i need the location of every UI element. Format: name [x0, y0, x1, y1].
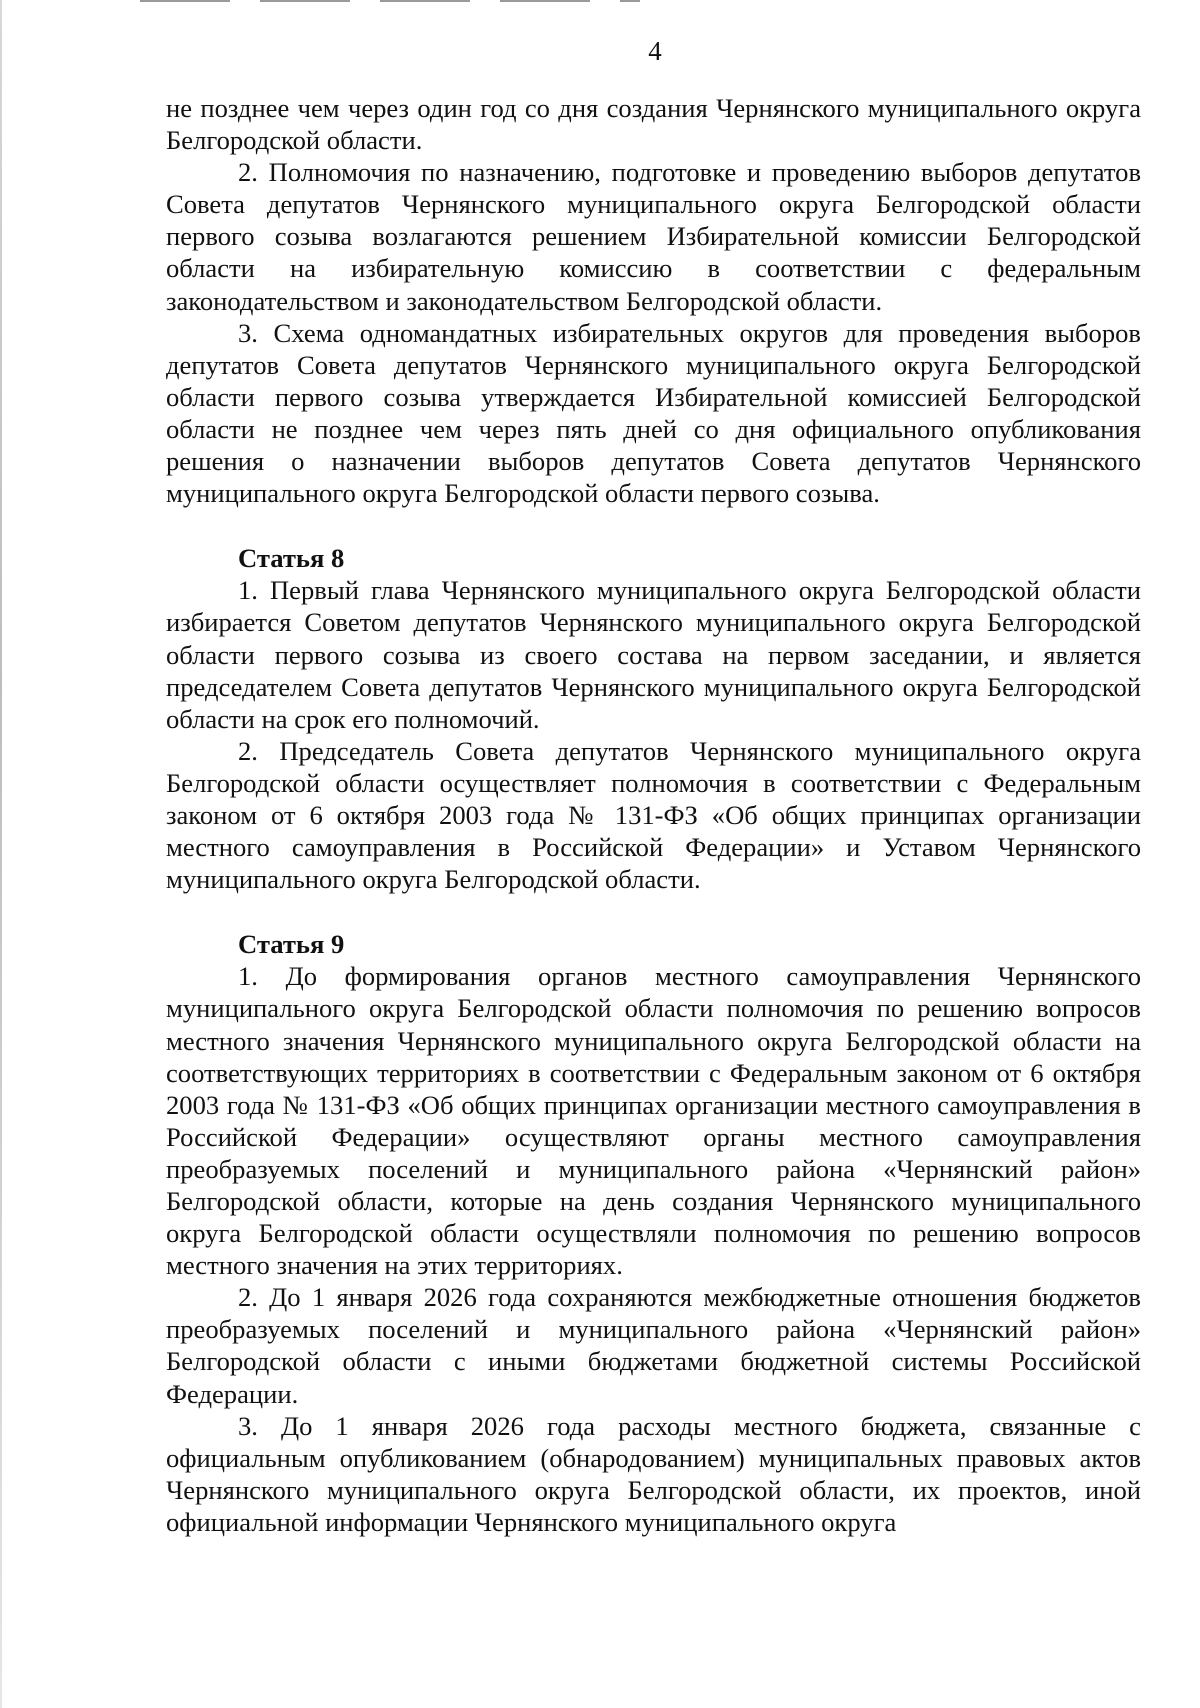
article-8-paragraph-2: 2. Председатель Совета депутатов Чернянского муниципального округа Белгородской области осуществляет полномочия в соответствии с Федеральным законом от 6 октября 2003 года № 131-ФЗ «Об общих принципах организации местного самоуправления в Российской Федерации» и Уставом Чернянского муниципального округа Белгородской области.: [166, 735, 1141, 895]
paragraph-continuation: не позднее чем через один год со дня создания Чернянского муниципального округа Белгородской области.: [166, 93, 1141, 156]
document-body: [166, 92, 1141, 1538]
article-9-title: Статья 9: [238, 929, 345, 960]
page-number: 4: [648, 36, 662, 66]
scan-edge-top: [140, 0, 640, 2]
paragraph-item-3: 3. Схема одномандатных избирательных округов для проведения выборов депутатов Совета депутатов Чернянского муниципального округа Белгородской области первого созыва утверждается Избирательной комиссией Белгородской области не позднее чем через пять дней со дня официального опубликования решения о назначении выборов депутатов Совета депутатов Чернянского муниципального округа Белгородской области первого созыва.: [166, 317, 1141, 509]
article-9-paragraph-2: 2. До 1 января 2026 года сохраняются межбюджетные отношения бюджетов преобразуемых поселений и муниципального района «Чернянский район» Белгородской области с иными бюджетами бюджетной системы Российской Федерации.: [166, 1282, 1141, 1409]
article-8-title: Статья 8: [238, 543, 345, 574]
paragraph-item-2: 2. Полномочия по назначению, подготовке и проведению выборов депутатов Совета депутатов Чернянского муниципального округа Белгородской области первого созыва возлагаются решением Избирательной комиссии Белгородской области на избирательную комиссию в соответствии с федеральным законодательством и законодательством Белгородской области.: [166, 157, 1141, 316]
article-8-paragraph-1: 1. Первый глава Чернянского муниципального округа Белгородской области избирается Советом депутатов Чернянского муниципального округа Белгородской области первого созыва из своего состава на первом заседании, и является председателем Совета депутатов Чернянского муниципального округа Белгородской области на срок его полномочий.: [166, 575, 1141, 734]
scan-edge-left: [0, 0, 2, 1708]
article-9-paragraph-3: 3. До 1 января 2026 года расходы местного бюджета, связанные с официальным опубликованием (обнародованием) муниципальных правовых актов Чернянского муниципального округа Белгородской области, их проектов, иной официальной информации Чернянского муниципального округа: [166, 1410, 1141, 1537]
article-9-paragraph-1: 1. До формирования органов местного самоуправления Чернянского муниципального округа Белгородской области полномочия по решению вопросов местного значения Чернянского муниципального округа Белгородской области на соответствующих территориях в соответствии с Федеральным законом от 6 октября 2003 года № 131-ФЗ «Об общих принципах организации местного самоуправления в Российской Федерации» осуществляют органы местного самоуправления преобразуемых поселений и муниципального района «Чернянский район» Белгородской области, которые на день создания Чернянского муниципального округа Белгородской области осуществляли полномочия по решению вопросов местного значения на этих территориях.: [166, 961, 1141, 1281]
